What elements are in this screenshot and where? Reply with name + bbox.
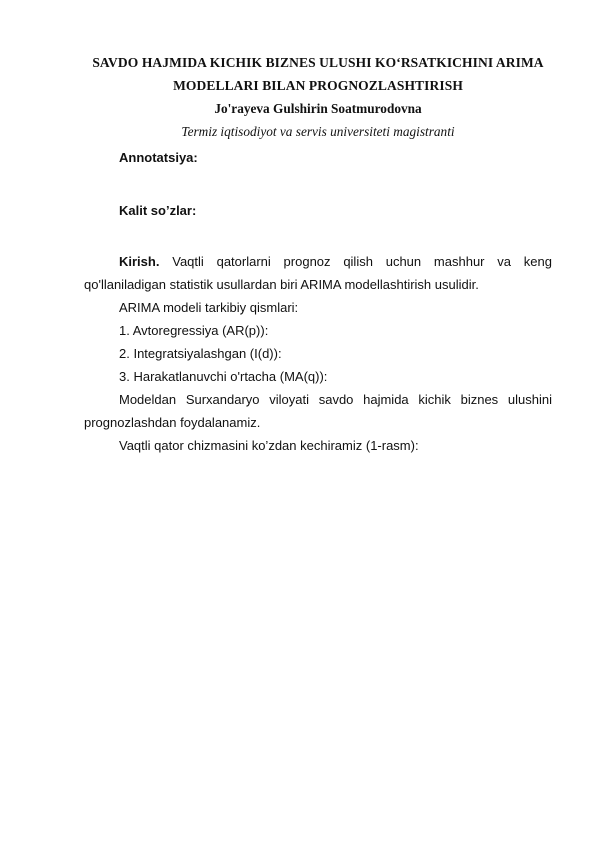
paper-title-line-2: MODELLARI BILAN PROGNOZLASHTIRISH — [173, 78, 463, 93]
components-heading: ARIMA modeli tarkibiy qismlari: — [119, 300, 299, 315]
intro-line-1-text: Vaqtli qatorlarni prognoz qilish uchun mashhur va keng — [172, 254, 552, 269]
paper-title-line-1: SAVDO HAJMIDA KICHIK BIZNES ULUSHI KO‘RSATKICHINI ARIMA — [92, 55, 544, 70]
figure-intro-text: Vaqtli qator chizmasini ko’zdan kechiramiz (1-rasm): — [119, 438, 419, 453]
component-item-ma: 3. Harakatlanuvchi o'rtacha (MA(q)): — [119, 369, 328, 384]
keywords-label: Kalit so’zlar: — [119, 203, 197, 218]
intro-line-1 — [119, 254, 552, 269]
model-paragraph-line-2: prognozlashdan foydalanamiz. — [84, 415, 261, 430]
author-name: Jo'rayeva Gulshirin Soatmurodovna — [214, 101, 422, 116]
component-item-i: 2. Integratsiyalashgan (I(d)): — [119, 346, 282, 361]
annotation-label: Annotatsiya: — [119, 150, 198, 165]
model-paragraph-line-1: Modeldan Surxandaryo viloyati savdo hajmida kichik biznes ulushini — [119, 392, 552, 407]
author-affiliation: Termiz iqtisodiyot va servis universiteti magistranti — [181, 124, 455, 139]
intro-line-2: qo'llaniladigan statistik usullardan biri ARIMA modellashtirish usulidir. — [84, 277, 479, 292]
component-item-ar: 1. Avtoregressiya (AR(p)): — [119, 323, 269, 338]
intro-label: Kirish. — [119, 254, 160, 269]
